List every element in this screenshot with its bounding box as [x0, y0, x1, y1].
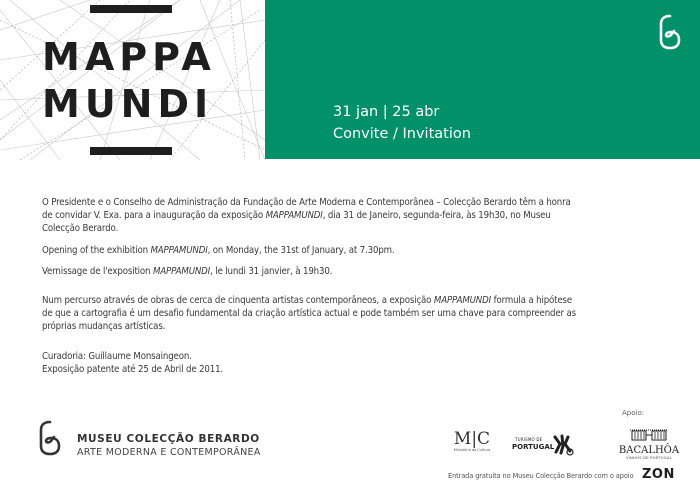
title-bar-bottom	[90, 147, 172, 155]
museum-name: MUSEU COLECÇÃO BERARDO	[77, 433, 260, 445]
title-artwork-panel	[0, 0, 265, 160]
bacalhoa-logo: BACALHÔA VINHOS DE PORTUGAL	[618, 426, 680, 460]
map-lines-pattern	[0, 0, 265, 160]
apoio-label: Apoio:	[622, 409, 645, 417]
en-invitation-paragraph: Opening of the exhibition MAPPAMUNDI, on Monday, the 31st of January, at 7.30pm.	[42, 244, 395, 256]
title-line-1: MAPPA	[42, 35, 216, 79]
invitation-body	[42, 196, 582, 376]
fr-invitation-paragraph: Vernissage de l'exposition MAPPAMUNDI, le lundi 31 janvier, à 19h30.	[42, 265, 333, 277]
title-line-2: MUNDI	[42, 82, 214, 126]
pt-invitation-paragraph: O Presidente e o Conselho de Administração da Fundação de Arte Moderna e Contemporânea – Colecção Berardo têm a honra de convidar V. Exa. para a inauguração da exposição MAPPAMUNDI, dia 31 de Janeiro, segunda-feira, às 19h30, no Museu Colecção Berardo.	[42, 197, 571, 235]
turismo-figure-icon	[552, 434, 574, 456]
exhibition-until-line: Exposição patente até 25 de Abril de 2011.	[42, 363, 224, 375]
exhibition-dates: 31 jan | 25 abr	[333, 104, 440, 120]
berardo-logo-icon	[658, 14, 682, 50]
ministerio-cultura-logo: M|C Ministério da Cultura	[453, 429, 491, 452]
curator-line: Curadoria: Guillaume Monsaingeon.	[42, 350, 192, 362]
museum-subtitle: ARTE MODERNA E CONTEMPORÂNEA	[77, 447, 261, 458]
green-header-panel	[265, 0, 700, 159]
title-bar-top	[90, 5, 172, 13]
invitation-label: Convite / Invitation	[333, 126, 471, 142]
bacalhoa-building-icon	[630, 428, 668, 441]
zon-logo: ZON	[642, 467, 675, 482]
free-entry-note: Entrada gratuita no Museu Colecção Berardo com o apoio	[448, 472, 634, 480]
exhibition-description: Num percurso através de obras de cerca de cinquenta artistas contemporâneos, a exposição MAPPAMUNDI formula a hipótese de que a cartografia é um desafio fundamental da criação artística actual e pode também ser uma chave para compreender as próprias mudanças artísticas.	[42, 295, 577, 333]
museum-logo-icon	[38, 420, 62, 456]
